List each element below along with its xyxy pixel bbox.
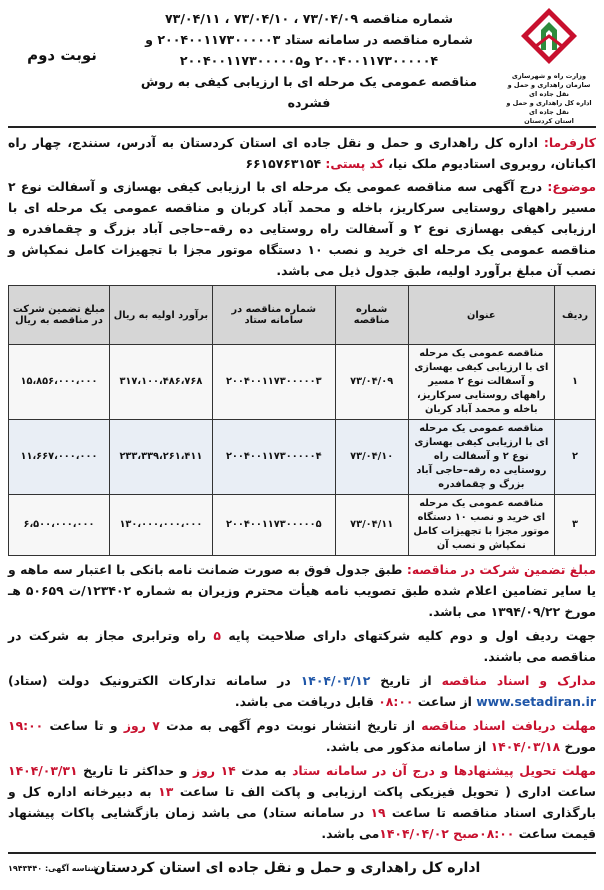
submission-text-7: می باشد. [321, 826, 380, 841]
col-header-estimate: برآورد اولیه به ریال [109, 286, 212, 345]
receive-time: ۱۹:۰۰ [8, 718, 44, 733]
cell-deposit: ۱۱،۶۶۷،۰۰۰،۰۰۰ [9, 420, 110, 495]
cell-title: مناقصه عمومی یک مرحله ای با ارزیابی کیفی بهسازی نوع ۲ و آسفالت راه روستایی ده رقه–حاجی آباد بزرگ و چقمافدره [408, 420, 554, 495]
opening-date: ۱۴۰۴/۰۴/۰۲ [379, 826, 449, 841]
cell-row-number: ۳ [555, 495, 596, 556]
documents-text-2: در سامانه تدارکات الکترونیک دولت (ستاد) [8, 673, 301, 688]
submission-deadline-paragraph [8, 760, 596, 844]
receive-deadline-paragraph [8, 715, 596, 757]
ad-identifier: شناسه آگهی: ۱۹۴۳۴۴۰ [8, 864, 99, 873]
logo-line-1: وزارت راه و شهرسازی [511, 72, 587, 80]
col-header-system-number: شماره مناقصه در سامانه ستاد [212, 286, 335, 345]
documents-text-3: از ساعت [413, 694, 477, 709]
employer-label: کارفرما: [543, 135, 596, 150]
cell-row-number: ۲ [555, 420, 596, 495]
guarantee-text: طبق جدول فوق به صورت ضمانت نامه بانکی با اعتبار سه ماهه و یا سایر تضامین اعلام شده طبق تصویب نامه هیأت محترم وزیران به شماره ۱۲۳۴۰۲/ت ۵۰۶۵۹ هـ مورخ ۱۳۹۴/۰۹/۲۲ می باشد. [8, 562, 596, 619]
qualification-paragraph [8, 625, 596, 667]
cell-estimate: ۳۱۷،۱۰۰،۴۸۶،۷۶۸ [109, 345, 212, 420]
cell-estimate: ۱۳۰،۰۰۰،۰۰۰،۰۰۰ [109, 495, 212, 556]
cell-tender-number: ۷۳/۰۴/۱۰ [335, 420, 408, 495]
header-line-4: مناقصه عمومی یک مرحله ای با ارزیابی کیفی به روش فشرده [140, 74, 478, 110]
submission-text-5: در سامانه ستاد) می باشد زمان بازگشایی پاکات پیشنهاد قیمت ساعت [8, 805, 596, 841]
table-row [9, 420, 596, 495]
tender-number-lines [118, 8, 500, 113]
employer-paragraph [8, 132, 596, 174]
road-ministry-logo-icon [519, 6, 579, 66]
col-header-row-number: ردیف [555, 286, 596, 345]
qualification-text-2: راه وترابری مجاز به شرکت در مناقصه می باشند. [8, 628, 596, 664]
receive-text-2: و تا ساعت [43, 718, 124, 733]
cell-system-number: ۲۰۰۴۰۰۱۱۷۳۰۰۰۰۰۴ [212, 420, 335, 495]
employer-text: اداره کل راهداری و حمل و نقل جاده ای استان کردستان به آدرس، سنندج، چهار راه اکباتان، روبروی استادیوم ملک نیا، [8, 135, 596, 171]
submission-text-2: و حداکثر تا تاریخ [77, 763, 194, 778]
guarantee-label: مبلغ تضمین شرکت در مناقصه: [406, 562, 597, 577]
postal-code-label: کد پستی: [325, 156, 384, 171]
qualification-grade: ۵ [213, 628, 221, 643]
opening-time: ۰۸:۰۰صبح [453, 826, 515, 841]
receive-days: ۷ روز [123, 718, 160, 733]
organization-name-lines [506, 72, 592, 126]
cell-estimate: ۲۳۳،۳۳۹،۲۶۱،۴۱۱ [109, 420, 212, 495]
col-header-deposit: مبلغ تضمین شرکت در مناقصه به ریال [9, 286, 110, 345]
documents-time: ۰۸:۰۰ [378, 694, 414, 709]
cell-tender-number: ۷۳/۰۴/۱۱ [335, 495, 408, 556]
documents-paragraph [8, 670, 596, 712]
header-line-3: ۲۰۰۴۰۰۱۱۷۳۰۰۰۰۰۴ و۲۰۰۴۰۰۱۱۷۳۰۰۰۰۰۵ [179, 53, 439, 68]
header-line-1: شماره مناقصه ۷۳/۰۴/۰۹ ، ۷۳/۰۴/۱۰ ، ۷۳/۰۴/۱۱ [164, 11, 454, 26]
subject-text: درج آگهی سه مناقصه عمومی یک مرحله ای با ارزیابی کیفی بهسازی و آسفالت نوع ۲ مسیر راههای روستایی سرکاریز، باخله و محمد آباد کربان و مناقصه عمومی یک مرحله ای با ارزیابی کیفی بهسازی نوع ۲ و آسفالت راه روستایی ده رقه–حاجی آباد بزرگ و چقمافدره و مناقصه عمومی یک مرحله ای خرید و نصب ۱۰ دستگاه موتور مجزا با تجهیزات کامل نمکپاش و نصب آن مبلغ برآورد اولیه، طبق جدول ذیل می باشد. [8, 179, 596, 278]
cell-row-number: ۱ [555, 345, 596, 420]
documents-text-1: از تاریخ [370, 673, 442, 688]
receive-text-1: از تاریخ انتشار نوبت دوم آگهی به مدت [159, 718, 422, 733]
header-line-2: شماره مناقصه در سامانه ستاد ۲۰۰۴۰۰۱۱۷۳۰۰۰۰۰۳ و [145, 32, 473, 47]
subject-paragraph [8, 176, 596, 281]
submission-text-4: به دبیرخانه اداره کل و بارگذاری اسناد مناقصه تا ساعت [8, 784, 596, 820]
cell-tender-number: ۷۳/۰۴/۰۹ [335, 345, 408, 420]
submission-days: ۱۴ روز [193, 763, 236, 778]
footer-organization-name: اداره کل راهداری و حمل و نقل جاده ای استان کردستان [93, 860, 481, 876]
submission-label: مهلت تحویل پیشنهادها و درج آن در سامانه ستاد [292, 763, 596, 778]
receive-date: ۱۴۰۴/۰۳/۱۸ [490, 739, 561, 754]
documents-date: ۱۴۰۴/۰۳/۱۲ [300, 673, 371, 688]
submission-date: ۱۴۰۴/۰۳/۳۱ [8, 763, 78, 778]
tender-table [8, 285, 596, 556]
publication-round-label: نوبت دوم [27, 46, 97, 64]
cell-title: مناقصه عمومی یک مرحله ای با ارزیابی کیفی بهسازی و آسفالت نوع ۲ مسیر راههای روستایی سرکاریز، باخله و محمد آباد کربان [408, 345, 554, 420]
documents-text-4: قابل دریافت می باشد. [234, 694, 379, 709]
table-row [9, 345, 596, 420]
cell-system-number: ۲۰۰۴۰۰۱۱۷۳۰۰۰۰۰۳ [212, 345, 335, 420]
cell-deposit: ۶،۵۰۰،۰۰۰،۰۰۰ [9, 495, 110, 556]
submission-text-3: ساعت اداری ( تحویل فیزیکی پاکت ارزیابی و پاکت الف تا ساعت [173, 784, 596, 799]
logo-line-2: سازمان راهداری و حمل و نقل جاده ای [507, 81, 591, 98]
receive-deadline-label: مهلت دریافت اسناد مناقصه [421, 718, 596, 733]
qualification-text-1: جهت ردیف اول و دوم کلیه شرکتهای دارای صلاحیت پایه [220, 628, 596, 643]
guarantee-paragraph [8, 559, 596, 622]
logo-line-3: اداره کل راهداری و حمل و نقل جاده ای [506, 99, 592, 116]
subject-label: موضوع: [547, 179, 596, 194]
notice-footer [8, 852, 596, 890]
cell-system-number: ۲۰۰۴۰۰۱۱۷۳۰۰۰۰۰۵ [212, 495, 335, 556]
receive-text-4: از سامانه مذکور می باشد. [325, 739, 491, 754]
documents-label: مدارک و اسناد مناقصه [441, 673, 596, 688]
table-row [9, 495, 596, 556]
col-header-title: عنوان [408, 286, 554, 345]
cell-deposit: ۱۵،۸۵۶،۰۰۰،۰۰۰ [9, 345, 110, 420]
receive-text-3: مورخ [560, 739, 596, 754]
setad-url-link[interactable]: www.setadiran.ir [476, 694, 596, 709]
postal-code-value: ۶۶۱۵۷۶۳۱۵۴ [245, 156, 326, 171]
col-header-tender-number: شماره مناقصه [335, 286, 408, 345]
notice-header [8, 6, 596, 128]
submission-hour-19: ۱۹ [370, 805, 386, 820]
submission-hour-13: ۱۳ [158, 784, 174, 799]
submission-text-1: به مدت [235, 763, 293, 778]
organization-logo-block [506, 6, 592, 126]
tender-table-header-row [9, 286, 596, 345]
logo-line-4: استان کردستان [524, 117, 574, 125]
cell-title: مناقصه عمومی یک مرحله ای خرید و نصب ۱۰ دستگاه موتور مجزا با تجهیزات کامل نمکپاش و نصب آن [408, 495, 554, 556]
